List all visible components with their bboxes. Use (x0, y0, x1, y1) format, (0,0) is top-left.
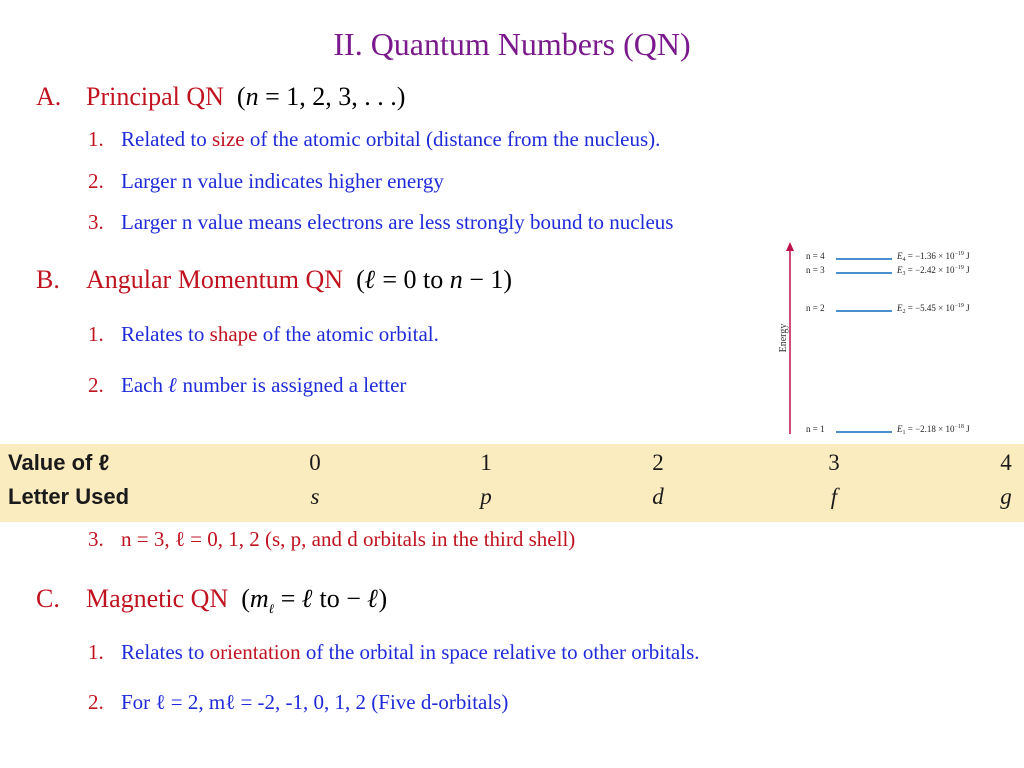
table-cell: 4 (1000, 450, 1012, 475)
level-label: n = 4 (806, 251, 825, 261)
energy-axis-arrow (786, 242, 794, 251)
row-header-value: Value of ℓ (8, 450, 110, 475)
item-text: n = 3, ℓ = 0, 1, 2 (s, p, and d orbitals in the third shell) (121, 527, 576, 551)
section-b-heading (36, 263, 512, 297)
row-header-letter: Letter Used (8, 484, 130, 509)
section-c-title: Magnetic QN (86, 584, 229, 613)
level-energy: $E_3 = -2.42 \times 10^{-19}$ J (897, 265, 970, 277)
item-number: 2. (88, 169, 104, 193)
item-number: 3. (88, 210, 104, 234)
section-a-range: (n = 1, 2, 3, . . .) (236, 82, 406, 111)
table-cell: 2 (652, 450, 664, 475)
item-number: 2. (88, 373, 104, 397)
section-b-item-2 (88, 371, 406, 399)
level-n1 (806, 424, 970, 436)
level-label: n = 2 (806, 303, 825, 313)
section-c-range: ($m_\ell$ = ℓ to − ℓ) (241, 584, 388, 618)
item-number: 1. (88, 127, 104, 151)
section-b-item-1 (88, 320, 439, 348)
section-b-item-3 (88, 525, 575, 553)
item-text: Larger n value means electrons are less strongly bound to nucleus (121, 210, 674, 234)
item-text: Related to (121, 127, 212, 151)
highlight-size: size (211, 127, 245, 151)
section-c-heading (36, 582, 387, 627)
section-b-range: (ℓ = 0 to n − 1) (356, 265, 513, 295)
item-text: Relates to (121, 640, 210, 664)
table-row-letters (0, 480, 1024, 514)
slide-title-text: II. Quantum Numbers (QN) (333, 26, 691, 62)
table-cell: s (310, 484, 320, 509)
item-text: of the atomic orbital (distance from the nucleus). (244, 127, 661, 151)
highlight-orientation: orientation (209, 640, 301, 664)
section-a-heading (36, 80, 405, 114)
table-row-values (0, 446, 1024, 480)
table-cell: p (480, 484, 492, 509)
slide-title (0, 22, 1024, 66)
section-c-item-2 (88, 688, 508, 716)
section-b-label: B. (36, 265, 60, 294)
table-cell: g (1000, 484, 1012, 509)
level-energy: $E_1 = -2.18 \times 10^{-18}$ J (897, 424, 970, 436)
level-n3 (806, 265, 970, 277)
item-text: For ℓ = 2, mℓ = -2, -1, 0, 1, 2 (Five d-orbitals) (121, 690, 509, 714)
table-cell: d (652, 484, 664, 509)
item-number: 1. (88, 640, 104, 664)
level-energy: $E_4 = -1.36 \times 10^{-19}$ J (897, 251, 970, 263)
item-text: of the atomic orbital. (257, 322, 439, 346)
level-label: n = 3 (806, 265, 825, 275)
section-a-item-3 (88, 208, 673, 236)
table-cell: 3 (828, 450, 840, 475)
item-number: 1. (88, 322, 104, 346)
section-c-item-1 (88, 638, 700, 666)
section-a-item-1 (88, 125, 660, 153)
section-c-label: C. (36, 584, 60, 613)
table-cell: 1 (480, 450, 492, 475)
orbital-letter-table (0, 444, 1024, 522)
item-number: 2. (88, 690, 104, 714)
item-text: number is assigned a letter (177, 373, 407, 397)
item-number: 3. (88, 527, 104, 551)
ell-symbol: ℓ (168, 372, 178, 397)
section-b-title: Angular Momentum QN (86, 265, 344, 294)
table-cell: 0 (309, 450, 321, 475)
level-label: n = 1 (806, 424, 825, 434)
highlight-shape: shape (209, 322, 258, 346)
level-energy: $E_2 = -5.45 \times 10^{-19}$ J (897, 303, 970, 315)
level-n4 (806, 251, 970, 263)
item-text: Relates to (121, 322, 210, 346)
item-text: Larger n value indicates higher energy (121, 169, 444, 193)
section-a-title: Principal QN (86, 82, 224, 111)
energy-axis-label: Energy (778, 323, 789, 353)
table-cell: f (830, 484, 838, 509)
section-a-label: A. (36, 82, 62, 111)
item-text: Each (121, 373, 169, 397)
level-n2 (806, 303, 970, 315)
item-text: of the orbital in space relative to other orbitals. (300, 640, 700, 664)
section-a-item-2 (88, 167, 444, 195)
energy-level-diagram (770, 242, 1010, 438)
